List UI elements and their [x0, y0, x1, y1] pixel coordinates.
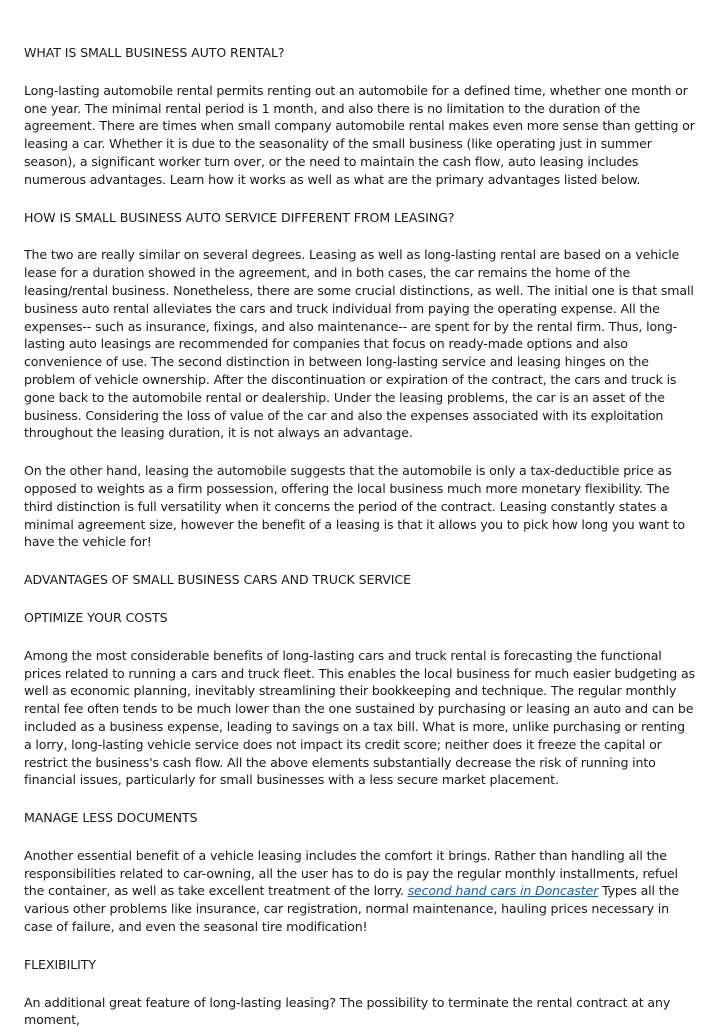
heading-optimize-costs: OPTIMIZE YOUR COSTS [24, 609, 168, 625]
paragraph-intro: Long-lasting automobile rental permits renting out an automobile for a defined time, whether one month or one year. The minimal rental period is 1 month, and also there is no limitation to the duration of the agreement. There are times when small company automobile rental makes even more sense than getting or leasing a car. Whether it is due to the seasonality of the small business (like operating just in summer season), a significant worker turn over, or the need to maintain the cash flow, auto leasing includes numerous advantages. Learn how it works as well as what are the primary advantages listed below. [24, 82, 695, 187]
paragraph-differences-1: The two are really similar on several degrees. Leasing as well as long-lasting rental are based on a vehicle lease for a duration showed in the agreement, and in both cases, the car remains the home of the leasing/rental business. Nonetheless, there are some crucial distinctions, as well. The initial one is that small business auto rental alleviates the cars and truck individual from paying the operating expense. All the expenses-- such as insurance, fixings, and also maintenance-- are spent for by the rental firm. Thus, long-lasting auto leasings are recommended for companies that focus on ready-made options and also convenience of use. The second distinction in between long-lasting service and leasing hinges on the problem of vehicle ownership. After the discontinuation or expiration of the contract, the cars and truck is gone back to the automobile rental or dealership. Under the leasing problems, the car is an asset of the business. Considering the loss of value of the car and also the expenses associated with its exploitation throughout the leasing duration, it is not always an advantage. [24, 247, 694, 441]
paragraph-manage-documents [24, 847, 696, 936]
paragraph-optimize-costs: Among the most considerable benefits of long-lasting cars and truck rental is forecasting the functional prices related to running a cars and truck fleet. This enables the local business for much easier budgeting as well as economic planning, inevitably streamlining their bookkeeping and technique. The regular monthly rental fee often tends to be much lower than the one sustained by purchasing or leasing an auto and can be included as a business expense, leading to savings on a tax bill. What is more, unlike purchasing or renting a lorry, long-lasting vehicle service does not impact its credit score; neither does it freeze the capital or restrict the business's cash flow. All the above elements substantially decrease the risk of running into financial issues, particularly for small businesses with a less secure market placement. [24, 647, 695, 788]
heading-what-is-small-business-auto-rental: WHAT IS SMALL BUSINESS AUTO RENTAL? [24, 45, 285, 60]
paragraph-text-before-link: Another essential benefit of a vehicle leasing includes the comfort it brings. Rather than handling all the responsibilities related to car-owning, all the user has to do is pay the regular monthly installments, refuel the container, as well as take excellent treatment of the lorry. [24, 847, 678, 899]
paragraph-differences-2: On the other hand, leasing the automobile suggests that the automobile is only a tax-deductible price as opposed to weights as a firm possession, offering the local business much more monetary flexibility. The third distinction is full versatility when it concerns the period of the contract. Leasing constantly states a minimal agreement size, however the benefit of a leasing is that it allows you to pick how long you want to have the vehicle for! [24, 463, 685, 550]
heading-manage-less-documents: MANAGE LESS DOCUMENTS [24, 810, 198, 826]
heading-how-is-service-different: HOW IS SMALL BUSINESS AUTO SERVICE DIFFERENT FROM LEASING? [24, 209, 455, 225]
heading-advantages: ADVANTAGES OF SMALL BUSINESS CARS AND TRUCK SERVICE [24, 572, 411, 588]
paragraph-text-after-link: Types all the various other problems like insurance, car registration, normal maintenance, hauling prices necessary in case of failure, and even the seasonal tire modification! [24, 883, 679, 935]
second-hand-cars-link[interactable]: second hand cars in Doncaster [407, 883, 599, 899]
paragraph-flexibility: An additional great feature of long-lasting leasing? The possibility to terminate the rental contract at any moment, [24, 994, 671, 1028]
heading-flexibility: FLEXIBILITY [24, 956, 96, 972]
